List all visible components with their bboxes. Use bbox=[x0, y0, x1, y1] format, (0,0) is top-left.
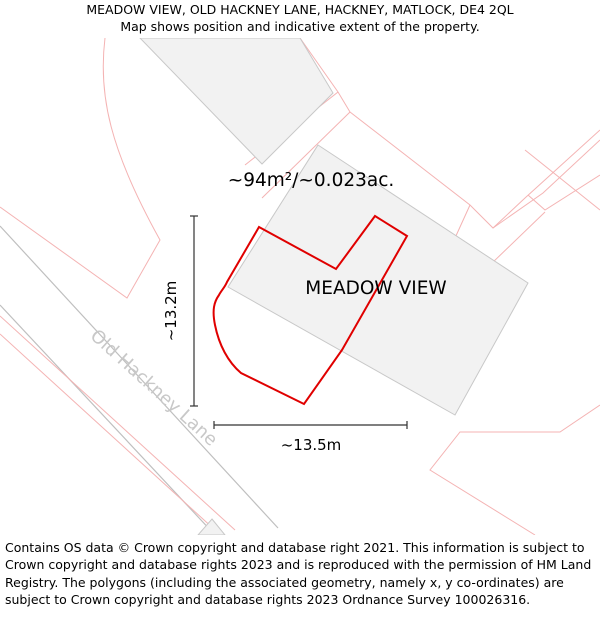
parcel-line-10 bbox=[430, 405, 600, 535]
parcel-line-6 bbox=[493, 140, 600, 228]
width-dimension bbox=[214, 421, 407, 429]
area-label: ~94m²/~0.023ac. bbox=[227, 170, 395, 191]
building-north bbox=[140, 38, 333, 164]
height-measure-label: ~13.2m bbox=[162, 280, 180, 342]
map-subtitle: Map shows position and indicative extent of the property. bbox=[120, 19, 480, 34]
width-measure-label: ~13.5m bbox=[280, 436, 342, 454]
parcel-line-7 bbox=[528, 175, 600, 210]
map-canvas bbox=[0, 38, 600, 535]
copyright-notice: Contains OS data © Crown copyright and database right 2021. This information is subject to Crown copyright and database rights 2023 and is reproduced with the permission of HM Land Registry. The polygons (including the associated geometry, namely x, y co-ordinates) are subject to Crown copyright and database rights 2023 Ordnance Survey 100026316. bbox=[5, 540, 592, 607]
map-header bbox=[0, 0, 600, 35]
property-address: MEADOW VIEW, OLD HACKNEY LANE, HACKNEY, MATLOCK, DE4 2QL bbox=[86, 2, 514, 17]
road-label: Old Hackney Lane bbox=[85, 325, 222, 451]
property-label: MEADOW VIEW bbox=[305, 278, 447, 299]
height-dimension bbox=[190, 216, 198, 406]
parcel-line-9 bbox=[525, 150, 600, 210]
